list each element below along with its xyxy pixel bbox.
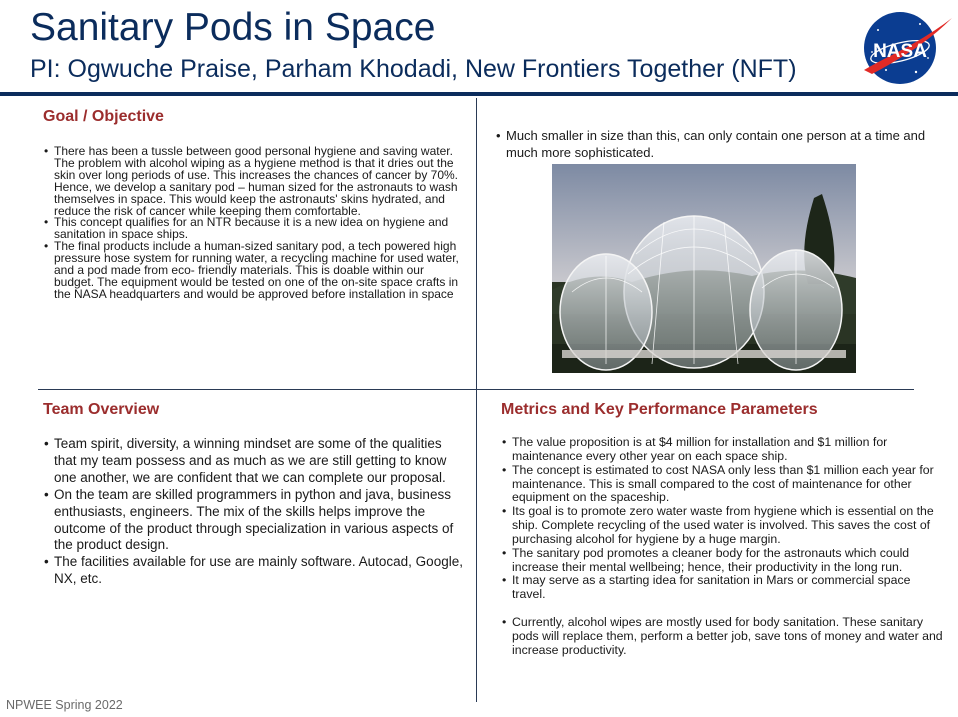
vertical-divider bbox=[476, 98, 477, 702]
metrics-bullet: • The sanitary pod promotes a cleaner body for the astronauts which could increase their mental wellbeing; hence, their productivity in the long run. bbox=[502, 547, 947, 575]
slide-title: Sanitary Pods in Space bbox=[30, 6, 436, 49]
image-panel-bullet: • Much smaller in size than this, can only contain one person at a time and much more sophisticated. bbox=[496, 127, 944, 161]
dome-pod-photo bbox=[552, 164, 856, 373]
footer-label: NPWEE Spring 2022 bbox=[6, 698, 123, 712]
metrics-bullet: • The value proposition is at $4 million for installation and $1 million for maintenance every other year on each space ship. bbox=[502, 436, 947, 464]
metrics-bullet: • Currently, alcohol wipes are mostly used for body sanitation. These sanitary pods will replace them, perform a better job, save tons of money and water and increase productivity. bbox=[502, 616, 947, 658]
goal-heading: Goal / Objective bbox=[43, 108, 164, 125]
goal-bullet: • There has been a tussle between good personal hygiene and saving water. The problem with alcohol wiping as a hygiene method is that it dries out the skin over long periods of use. This increases the chances of cancer by 70%. Hence, we develop a sanitary pod – human sized for the astronauts to wash themselves in space. This would keep the astronauts' skins hydrated, and reduce the risk of cancer while keeping them comfortable. bbox=[44, 146, 464, 217]
metrics-list bbox=[502, 436, 947, 658]
image-panel-list bbox=[496, 127, 944, 161]
team-heading: Team Overview bbox=[43, 401, 160, 418]
metrics-bullet: • Its goal is to promote zero water waste from hygiene which is essential on the ship. Complete recycling of the used water is involved. This saves the cost of purchasing alcohol for hygiene by a huge margin. bbox=[502, 505, 947, 547]
slide-subtitle: PI: Ogwuche Praise, Parham Khodadi, New Frontiers Together (NFT) bbox=[30, 55, 797, 83]
goal-list bbox=[44, 146, 464, 301]
metrics-bullet: • The concept is estimated to cost NASA only less than $1 million each year for maintenance. This is small compared to the cost of maintenance for other equipment on the spaceship. bbox=[502, 464, 947, 506]
nasa-logo bbox=[858, 8, 954, 88]
goal-bullet: • This concept qualifies for an NTR because it is a new idea on hygiene and sanitation in space ships. bbox=[44, 217, 464, 241]
team-bullet: • Team spirit, diversity, a winning mindset are some of the qualities that my team possess and as much as we are still getting to know one another, we are confident that we can complete our proposal. bbox=[44, 436, 464, 487]
horizontal-divider bbox=[38, 389, 914, 390]
header-divider bbox=[0, 92, 958, 96]
metrics-heading: Metrics and Key Performance Parameters bbox=[501, 401, 818, 418]
metrics-bullet: • It may serve as a starting idea for sanitation in Mars or commercial space travel. bbox=[502, 574, 947, 602]
team-bullet: • On the team are skilled programmers in python and java, business enthusiasts, engineers. The mix of the skills helps improve the outcome of the product through specialization in various aspects of the product design. bbox=[44, 487, 464, 555]
team-list bbox=[44, 436, 464, 588]
team-bullet: • The facilities available for use are mainly software. Autocad, Google, NX, etc. bbox=[44, 554, 464, 588]
nasa-logo-text: NASA bbox=[873, 41, 927, 62]
goal-bullet: • The final products include a human-sized sanitary pod, a tech powered high pressure hose system for running water, a recycling machine for used water, and a pod made from eco- friendly materials. This is doable within our budget. The equipment would be tested on one of the on-site space crafts in the NASA headquarters and would be approved before installation in space bbox=[44, 241, 464, 301]
